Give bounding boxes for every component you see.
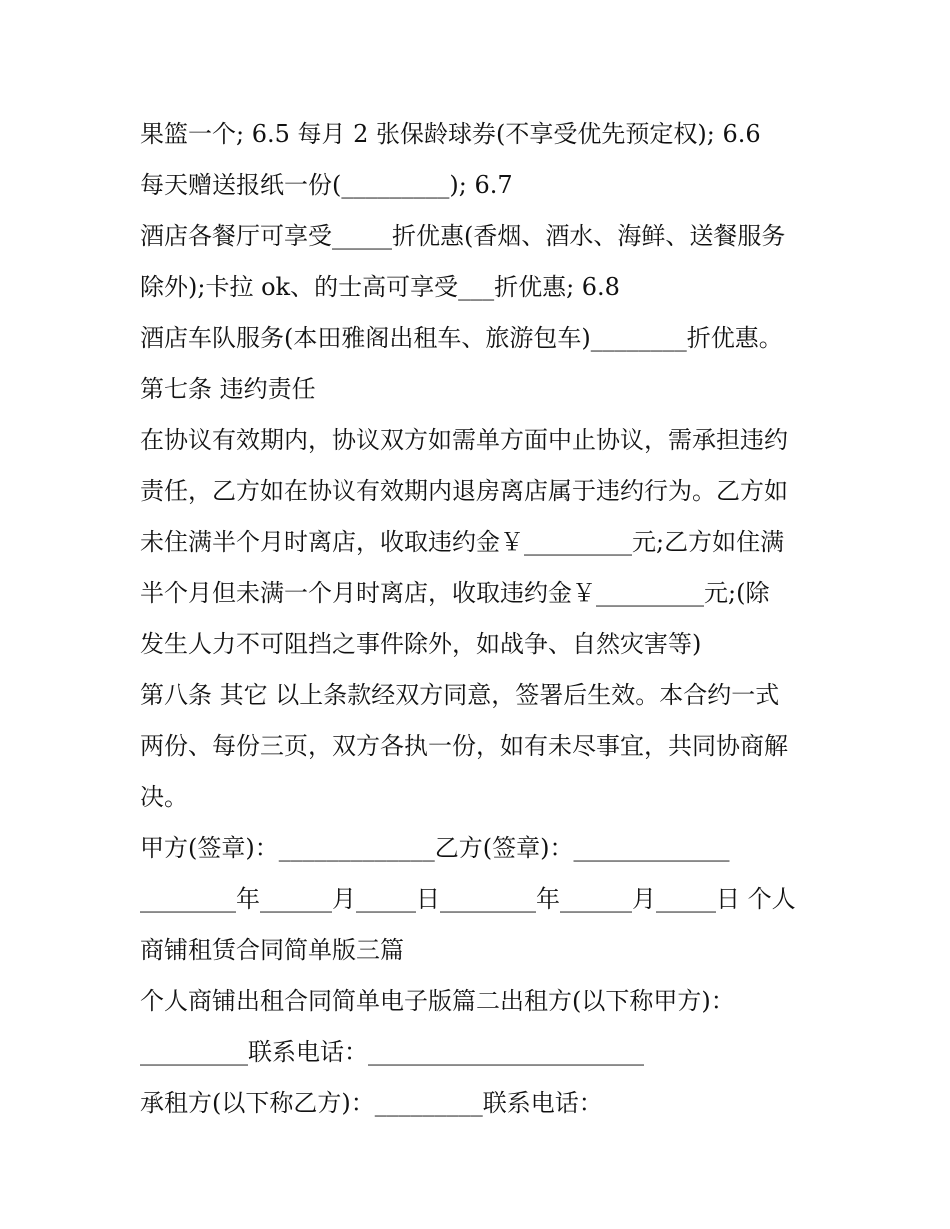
document-title-line: 商铺租赁合同简单版三篇 <box>140 936 404 964</box>
contact-line-1: _________联系电话：_______________________ <box>140 1038 644 1066</box>
text-line-7: 在协议有效期内，协议双方如需单方面中止协议，需承担违约 <box>140 426 788 454</box>
section-heading-7: 第七条 违约责任 <box>140 375 316 403</box>
document-body <box>140 109 830 1129</box>
text-line-2: 每天赠送报纸一份(_________); 6.7 <box>140 171 513 199</box>
text-line-11: 发生人力不可阻挡之事件除外，如战争、自然灾害等) <box>140 630 702 658</box>
text-line-10: 半个月但未满一个月时离店，收取违约金￥_________元;(除 <box>140 579 770 607</box>
signature-line: 甲方(签章)：_____________乙方(签章)：_____________ <box>140 834 730 862</box>
text-line-4: 除外);卡拉 ok、的士高可享受___折优惠; 6.8 <box>140 273 620 301</box>
section-heading-8: 第八条 其它 以上条款经双方同意，签署后生效。本合约一式 <box>140 681 780 709</box>
text-line-14: 决。 <box>140 783 188 811</box>
date-line: ________年______月_____日________年______月_____日 个人 <box>140 885 796 913</box>
text-line-18: 个人商铺出租合同简单电子版篇二出租方(以下称甲方)： <box>140 987 735 1015</box>
text-line-13: 两份、每份三页，双方各执一份，如有未尽事宜，共同协商解 <box>140 732 788 760</box>
text-line-5: 酒店车队服务(本田雅阁出租车、旅游包车)________折优惠。 <box>140 324 783 352</box>
contact-line-2: 承租方(以下称乙方)：_________联系电话： <box>140 1089 603 1117</box>
text-line-8: 责任，乙方如在协议有效期内退房离店属于违约行为。乙方如 <box>140 477 788 505</box>
text-line-9: 未住满半个月时离店，收取违约金￥_________元;乙方如住满 <box>140 528 785 556</box>
text-line-1: 果篮一个; 6.5 每月 2 张保龄球券(不享受优先预定权); 6.6 <box>140 120 761 148</box>
text-line-3: 酒店各餐厅可享受_____折优惠(香烟、酒水、海鲜、送餐服务 <box>140 222 786 250</box>
